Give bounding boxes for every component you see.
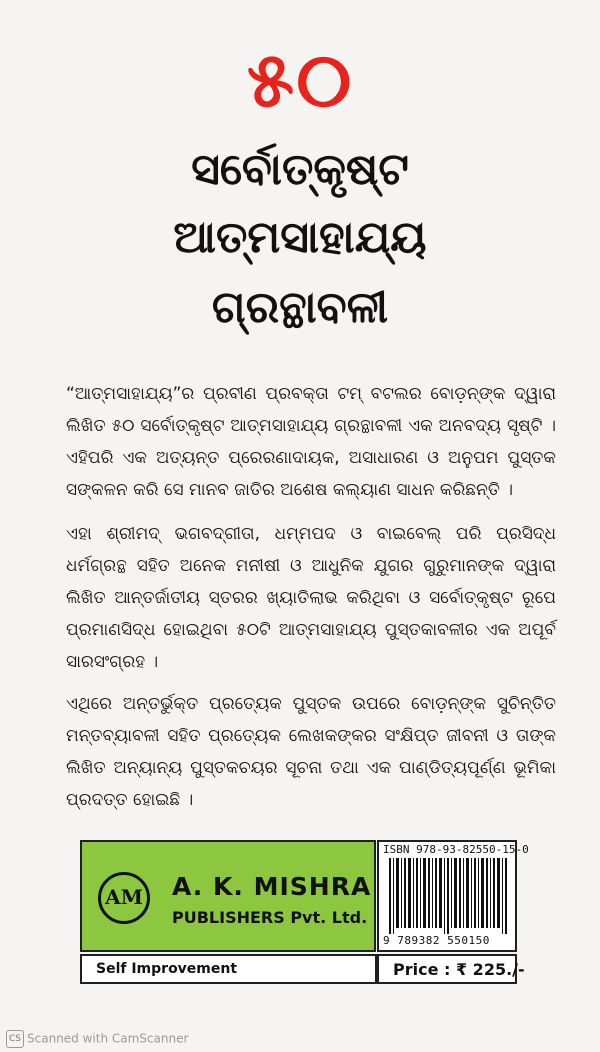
scanner-watermark-text: Scanned with CamScanner [27, 1031, 189, 1046]
title-line-1: ସର୍ବୋତ୍କୃଷ୍ଟ [191, 144, 409, 195]
publisher-logo-icon [98, 872, 150, 924]
description-paragraph-3: ଏଥିରେ ଅନ୍ତର୍ଭୁକ୍ତ ପ୍ରତ୍ୟେକ ପୁସ୍ତକ ଉପରେ ବୋଡ଼ନ୍‌ଙ୍କ ସୁଚିନ୍ତିତ ମନ୍ତବ୍ୟାବଳୀ ସହିତ ପ୍ରତ୍ୟେକ ଲେଖକଙ୍କର ସଂକ୍ଷିପ୍ତ ଜୀବନୀ ଓ ତାଙ୍କ ଲିଖିତ ଅନ୍ୟାନ୍ୟ ପୁସ୍ତକଚୟର ସୂଚନା ତଥା ଏକ ପାଣ୍ଡିତ୍ୟପୂର୍ଣ୍ଣ ଭୂମିକା ପ୍ରଦତ୍ତ ହୋଇଛି । [66, 694, 556, 810]
description-paragraph-2: ଏହା ଶ୍ରୀମଦ୍ ଭଗବଦ୍‌ଗୀତା, ଧମ୍ମପଦ ଓ ବାଇବେଲ୍ ପରି ପ୍ରସିଦ୍ଧ ଧର୍ମଗ୍ରନ୍ଥ ସହିତ ଅନେକ ମନୀଷୀ ଓ ଆଧୁନିକ ଯୁଗର ଗୁରୁମାନଙ୍କ ଦ୍ୱାରା ଲିଖିତ ଆନ୍ତର୍ଜାତୀୟ ସ୍ତରର ଖ୍ୟାତିଲାଭ କରିଥିବା ଓ ସର୍ବୋତ୍କୃଷ୍ଟ ରୂପେ ପ୍ରମାଣସିଦ୍ଧ ହୋଇଥିବା ୫୦ଟି ଆତ୍ମସାହାଯ୍ୟ ପୁସ୍ତକାବଳୀର ଏକ ଅପୂର୍ବ ସାରସଂଗ୍ରହ । [66, 524, 556, 672]
isbn-barcode-panel [377, 840, 529, 952]
barcode-digits: 9 789382 550150 [383, 934, 490, 947]
title-line-2: ଆତ୍ମସାହାଯ୍ୟ [173, 212, 427, 263]
isbn-number: ISBN 978-93-82550-15-0 [383, 843, 529, 856]
publisher-panel [80, 840, 376, 952]
price-box [377, 954, 525, 984]
description-paragraph-1: “ଆତ୍ମସାହାଯ୍ୟ”ର ପ୍ରବୀଣ ପ୍ରବକ୍ତା ଟମ୍ ବଟଲର ବୋଡ଼ନ୍‌ଙ୍କ ଦ୍ୱାରା ଲିଖିତ ୫୦ ସର୍ବୋତ୍କୃଷ୍ଟ ଆତ୍ମସାହାଯ୍ୟ ଗ୍ରନ୍ଥାବଳୀ ଏକ ଅନବଦ୍ୟ ସୃଷ୍ଟି । ଏହିପରି ଏକ ଅତ୍ୟନ୍ତ ପ୍ରେରଣାଦାୟକ, ଅସାଧାରଣ ଓ ଅନୁପମ ପୁସ୍ତକ ସଙ୍କଳନ କରି ସେ ମାନବ ଜାତିର ଅଶେଷ କଲ୍ୟାଣ ସାଧନ କରିଛନ୍ତି । [66, 384, 556, 500]
barcode-icon [387, 858, 509, 934]
category-box [80, 954, 377, 984]
category-label: Self Improvement [96, 961, 238, 977]
scanner-watermark [6, 1030, 188, 1048]
publisher-name: A. K. MISHRA [172, 872, 372, 901]
publisher-logo-text: AM [105, 885, 143, 909]
cover-number: ୫୦ [246, 35, 354, 124]
publisher-subtitle: PUBLISHERS Pvt. Ltd. [172, 908, 368, 927]
price-label: Price : ₹ 225./- [393, 960, 525, 979]
title-line-3: ଗ୍ରନ୍ଥାବଳୀ [211, 282, 389, 333]
camscanner-icon: CS [6, 1030, 24, 1048]
